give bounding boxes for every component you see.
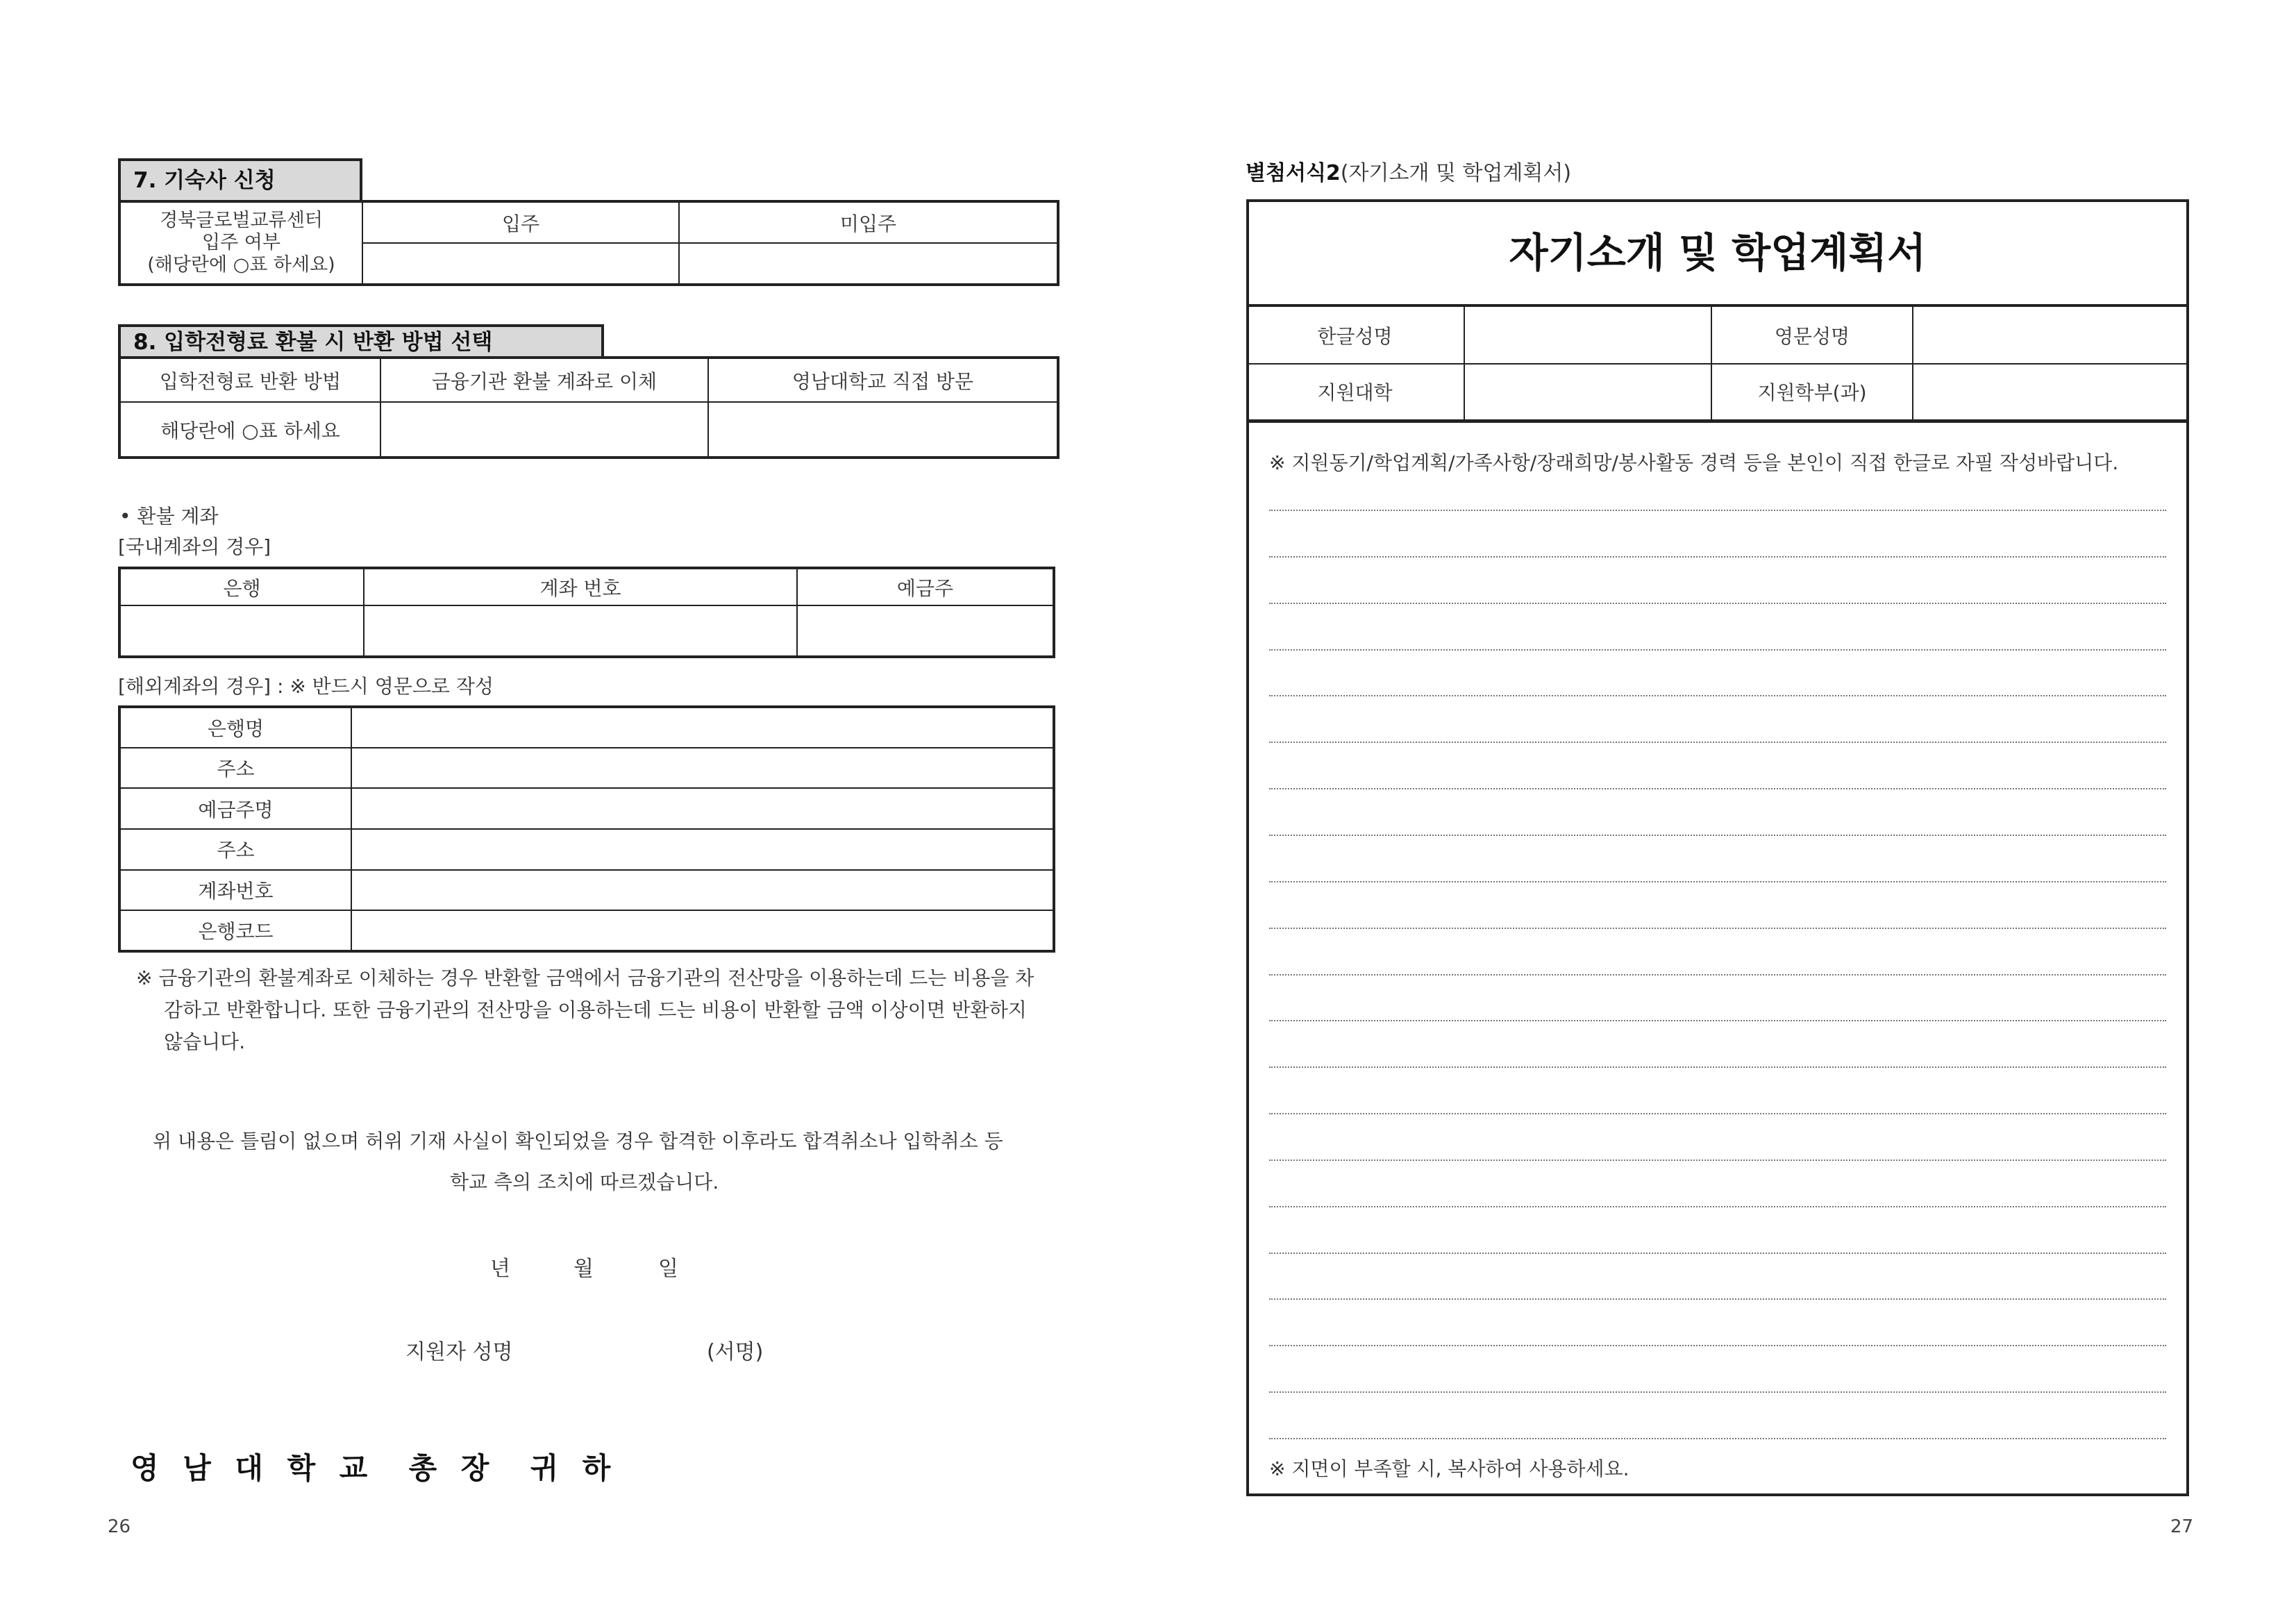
label-english-name: 영문성명 [1711, 307, 1913, 364]
writing-line[interactable] [1269, 1020, 2166, 1021]
dormitory-label: 경북글로벌교류센터 입주 여부 (해당란에 ○표 하세요) [119, 201, 362, 285]
dormitory-table [118, 200, 1059, 286]
writing-line[interactable] [1269, 695, 2166, 696]
footer-note: ※ 지면이 부족할 시, 복사하여 사용하세요. [1269, 1457, 1629, 1480]
label-korean-name: 한글성명 [1246, 307, 1464, 364]
foreign-row-address: 주소 [119, 748, 351, 789]
writing-line[interactable] [1269, 835, 2166, 836]
writing-line[interactable] [1269, 1160, 2166, 1161]
writing-line[interactable] [1269, 510, 2166, 511]
date-year: 년 [490, 1257, 510, 1281]
dom-header-holder: 예금주 [797, 568, 1054, 605]
page-number-left: 26 [108, 1516, 131, 1537]
dom-header-bank: 은행 [119, 568, 364, 605]
foreign-address-field[interactable] [351, 748, 1054, 789]
writing-line[interactable] [1269, 603, 2166, 604]
applicant-signature-field[interactable]: (서명) [707, 1340, 764, 1364]
foreign-bank-name-field[interactable] [351, 707, 1054, 748]
writing-line[interactable] [1269, 1391, 2166, 1393]
dom-bank-field[interactable] [119, 605, 364, 657]
dormitory-move-in-field[interactable] [362, 243, 679, 285]
dormitory-not-move-in-field[interactable] [679, 243, 1058, 285]
section-8-heading: 8. 입학전형료 환불 시 반환 방법 선택 [118, 324, 604, 358]
writing-line[interactable] [1269, 556, 2166, 558]
writing-line[interactable] [1269, 1113, 2166, 1114]
foreign-holder-address-field[interactable] [351, 829, 1054, 870]
dormitory-col-not-move-in: 미입주 [679, 201, 1058, 243]
department-field[interactable] [1913, 364, 2189, 421]
section-7-heading: 7. 기숙사 신청 [118, 158, 362, 200]
dom-header-account-number: 계좌 번호 [364, 568, 797, 605]
label-department: 지원학부(과) [1711, 364, 1913, 421]
foreign-row-holder-address: 주소 [119, 829, 351, 870]
dom-account-number-field[interactable] [364, 605, 797, 657]
university-field[interactable] [1464, 364, 1711, 421]
writing-line[interactable] [1269, 1438, 2166, 1439]
writing-line[interactable] [1269, 881, 2166, 882]
foreign-account-label: [해외계좌의 경우] : ※ 반드시 영문으로 작성 [118, 675, 494, 698]
foreign-account-table [118, 705, 1055, 953]
addressee: 영 남 대 학 교 총 장 귀 하 [131, 1451, 618, 1485]
writing-line[interactable] [1269, 1206, 2166, 1207]
declaration-line-1: 위 내용은 틀림이 없으며 허위 기재 사실이 확인되었을 경우 합격한 이후라도 합격취소나 입학취소 등 [153, 1130, 1003, 1153]
writing-line[interactable] [1269, 1066, 2166, 1068]
foreign-row-bank-name: 은행명 [119, 707, 351, 748]
refund-method-table [118, 356, 1059, 459]
writing-line[interactable] [1269, 1345, 2166, 1346]
form-title: 자기소개 및 학업계획서 [1246, 199, 2189, 307]
refund-visit-field[interactable] [708, 402, 1058, 458]
applicant-name-label: 지원자 성명 [405, 1340, 513, 1364]
dormitory-col-move-in: 입주 [362, 201, 679, 243]
refund-option-visit: 영남대학교 직접 방문 [708, 358, 1058, 402]
refund-account-heading: • 환불 계좌 [119, 505, 219, 528]
writing-line[interactable] [1269, 649, 2166, 651]
date-month: 월 [573, 1257, 594, 1281]
form-label [1246, 156, 1571, 186]
foreign-account-number-field[interactable] [351, 870, 1054, 911]
domestic-account-table [118, 567, 1055, 658]
declaration-line-2: 학교 측의 조치에 따르겠습니다. [450, 1171, 719, 1194]
form-label-rest: (자기소개 및 학업계획서) [1340, 161, 1572, 185]
domestic-account-label: [국내계좌의 경우] [118, 535, 271, 558]
writing-line[interactable] [1269, 928, 2166, 929]
writing-instruction: ※ 지원동기/학업계획/가족사항/장래희망/봉사활동 경력 등을 본인이 직접 한글로 자필 작성바랍니다. [1269, 451, 2119, 474]
foreign-row-holder-name: 예금주명 [119, 788, 351, 829]
foreign-bank-code-field[interactable] [351, 910, 1054, 951]
foreign-row-bank-code: 은행코드 [119, 910, 351, 951]
refund-method-label: 입학전형료 반환 방법 [119, 358, 380, 402]
refund-bank-transfer-field[interactable] [380, 402, 708, 458]
english-name-field[interactable] [1913, 307, 2189, 364]
form-label-bold: 별첨서식2 [1246, 161, 1341, 185]
foreign-holder-name-field[interactable] [351, 788, 1054, 829]
page-number-right: 27 [2170, 1516, 2194, 1537]
applicant-info-table [1246, 307, 2189, 423]
foreign-row-account-number: 계좌번호 [119, 870, 351, 911]
writing-line[interactable] [1269, 974, 2166, 976]
writing-line[interactable] [1269, 742, 2166, 743]
label-university: 지원대학 [1246, 364, 1464, 421]
refund-option-bank-transfer: 금융기관 환불 계좌로 이체 [380, 358, 708, 402]
korean-name-field[interactable] [1464, 307, 1711, 364]
writing-line[interactable] [1269, 1298, 2166, 1300]
dom-holder-field[interactable] [797, 605, 1054, 657]
writing-line[interactable] [1269, 1253, 2166, 1254]
date-day: 일 [658, 1257, 678, 1281]
refund-fee-note: ※ 금융기관의 환불계좌로 이체하는 경우 반환할 금액에서 금융기관의 전산망을 이용하는데 드는 비용을 차 감하고 반환합니다. 또한 금융기관의 전산망을 이용하는데 드는 비용이 반환할 금액 이상이면 반환하지 않습니다. [136, 966, 1034, 1053]
writing-line[interactable] [1269, 788, 2166, 789]
refund-mark-label: 해당란에 ○표 하세요 [119, 402, 380, 458]
